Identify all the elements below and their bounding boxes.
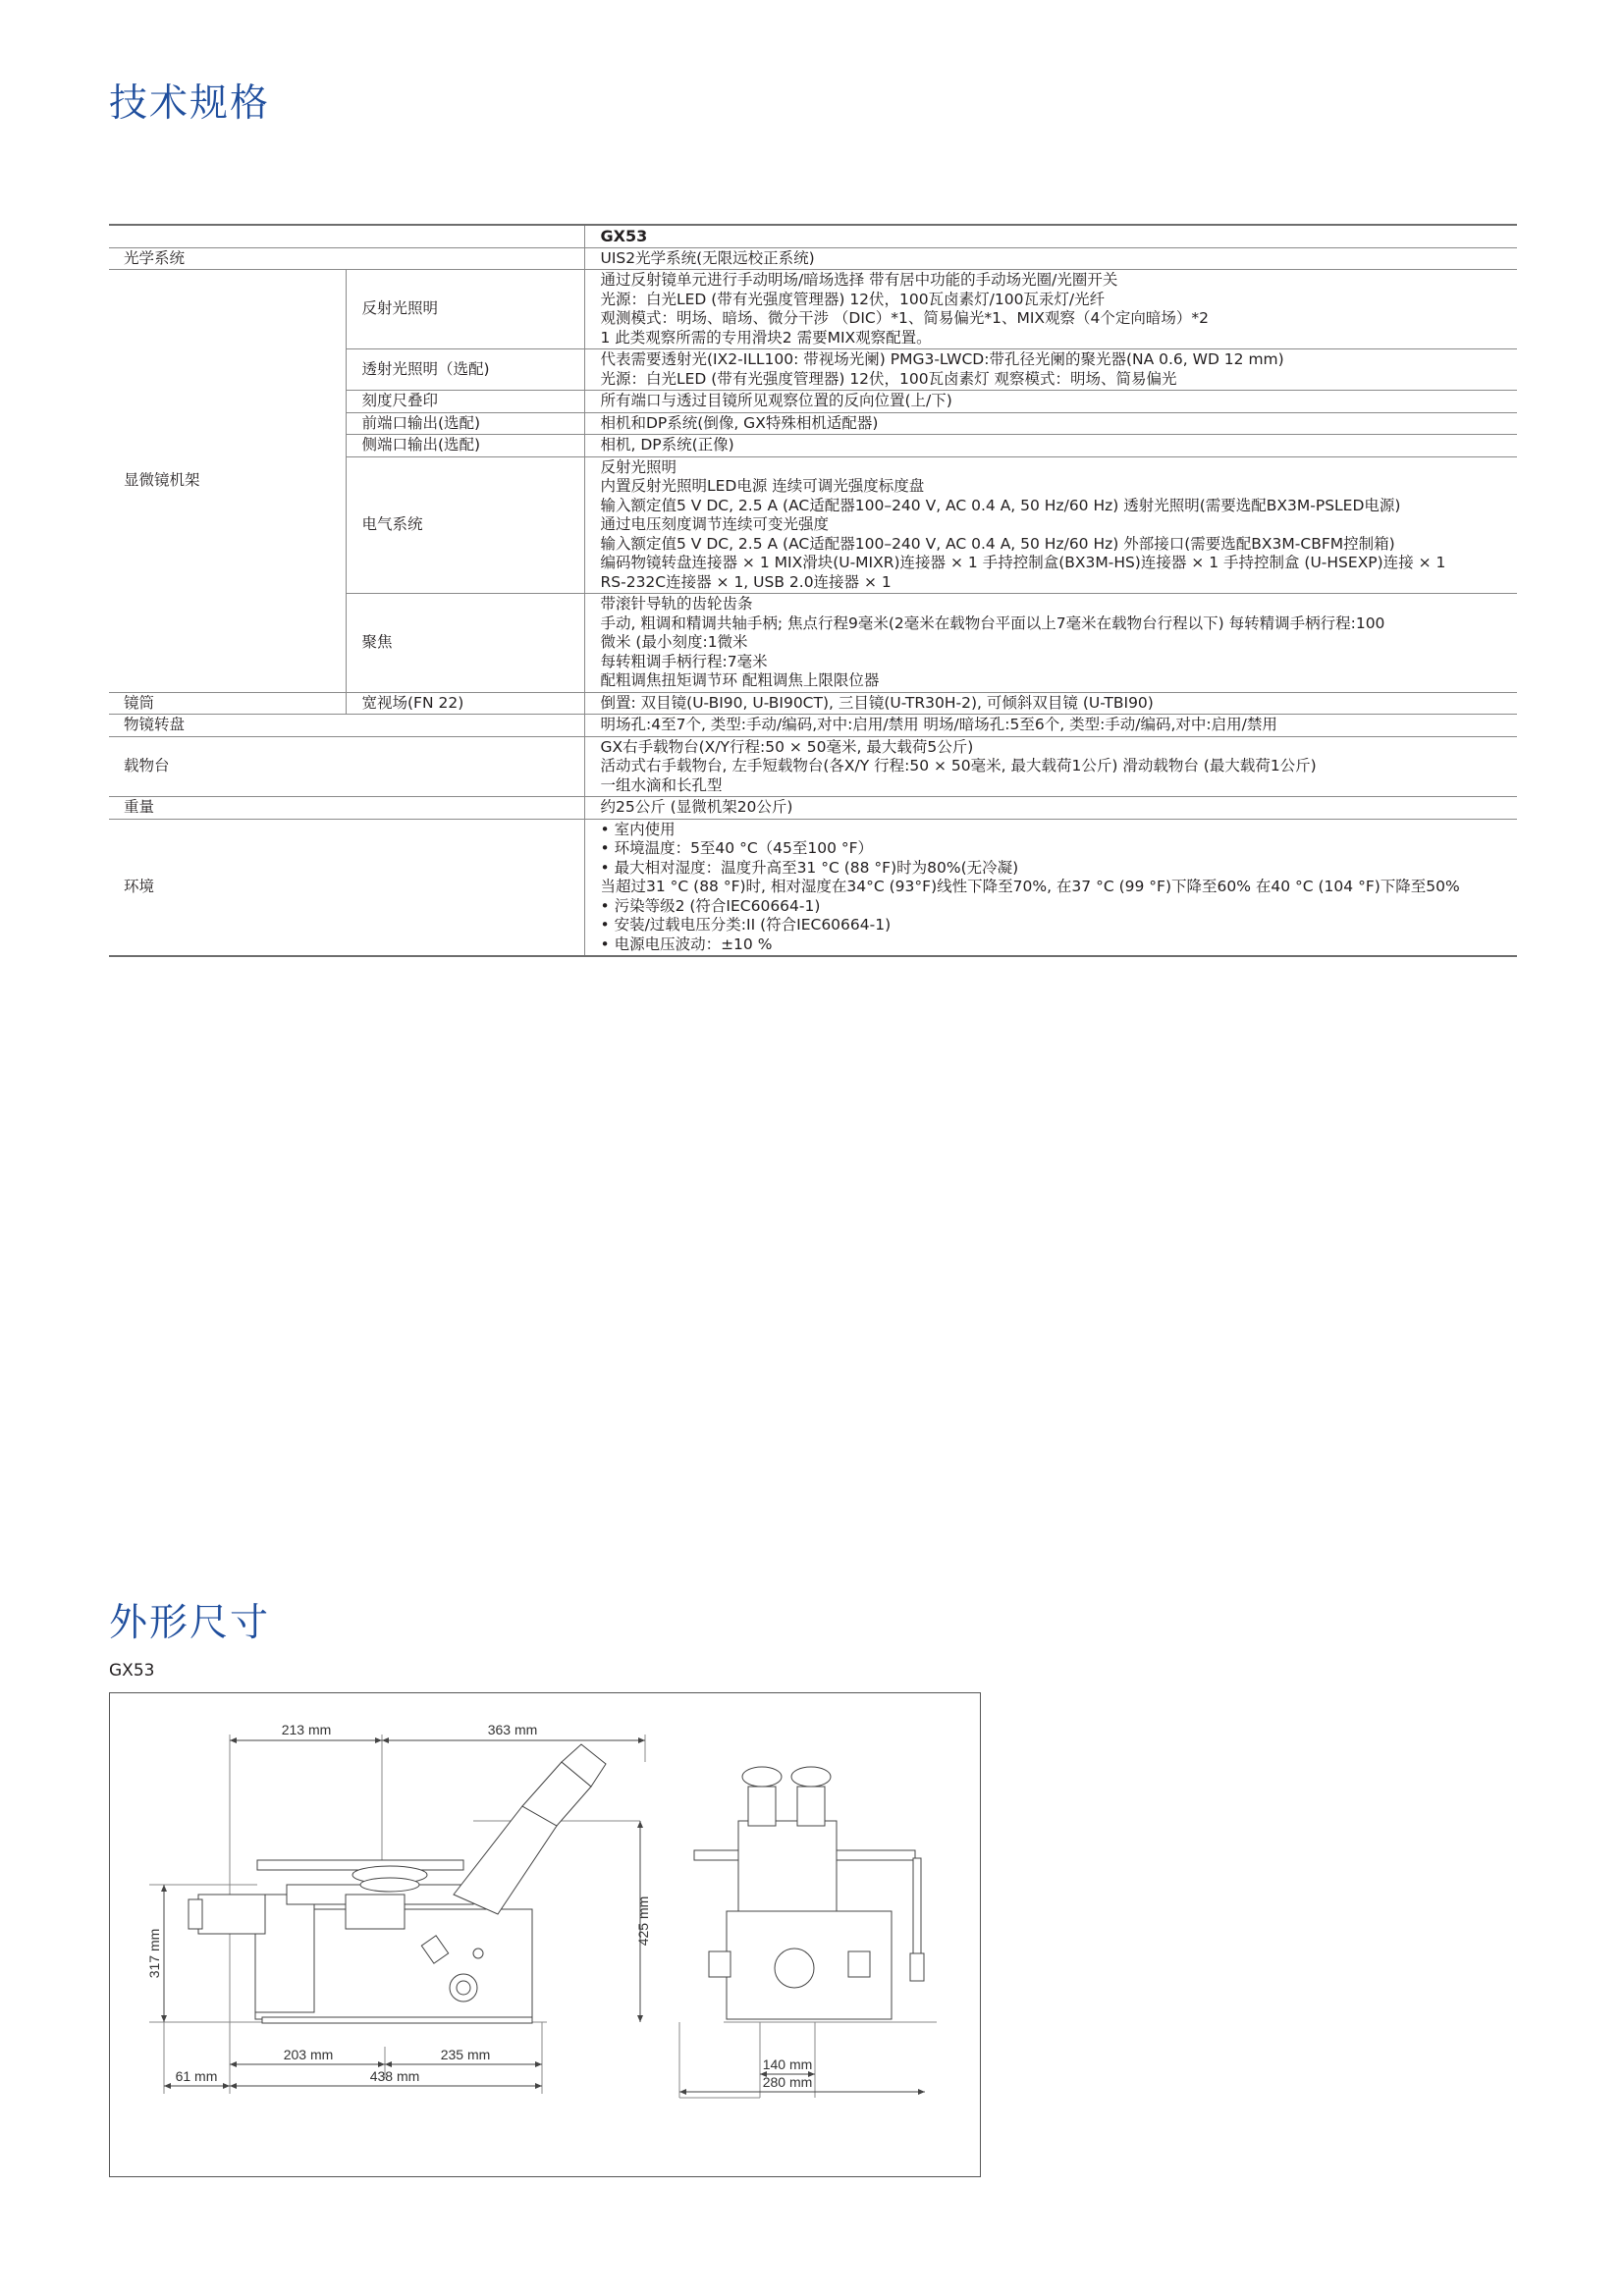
row-label: 载物台 [109, 736, 584, 797]
row-value: GX右手载物台(X/Y行程:50 × 50毫米, 最大载荷5公斤) 活动式右手载物台, 左手短载物台(各X/Y 行程:50 × 50毫米, 最大载荷1公斤) 滑动载物台 (最大载荷1公斤) 一组水滴和长孔型 [584, 736, 1517, 797]
table-row [109, 247, 1517, 270]
dim-label-bottom-c: 61 mm [175, 2068, 218, 2084]
table-row [109, 270, 1517, 349]
row-value: UIS2光学系统(无限远校正系统) [584, 247, 1517, 270]
row-sublabel: 侧端口输出(选配) [346, 435, 584, 457]
row-value: 约25公斤 (显微机架20公斤) [584, 797, 1517, 820]
table-row [109, 692, 1517, 715]
row-sublabel: 前端口输出(选配) [346, 412, 584, 435]
row-sublabel: 宽视场(FN 22) [346, 692, 584, 715]
dim-label-height-left: 317 mm [146, 1928, 162, 1979]
table-row [109, 736, 1517, 797]
dim-label-bottom-b: 235 mm [440, 2047, 491, 2062]
row-value: 所有端口与透过目镜所见观察位置的反向位置(上/下) [584, 391, 1517, 413]
table-row [109, 225, 1517, 247]
dim-label-front-total: 280 mm [762, 2074, 813, 2090]
spec-title: 技术规格 [109, 81, 271, 126]
row-value: 相机和DP系统(倒像, GX特殊相机适配器) [584, 412, 1517, 435]
row-value: 通过反射镜单元进行手动明场/暗场选择 带有居中功能的手动场光圈/光圈开关 光源：白光LED (带有光强度管理器) 12伏，100瓦卤素灯/100瓦汞灯/光纤 观测模式：明场、暗场、微分干涉 （DIC）*1、简易偏光*1、MIX观察（4个定向暗场）*2 1 此类观察所需的专用滑块2 需要MIX观察配置。 [584, 270, 1517, 349]
row-label: 光学系统 [109, 247, 584, 270]
table-row [109, 819, 1517, 956]
model-header: GX53 [584, 225, 1517, 247]
row-label: 环境 [109, 819, 584, 956]
side-view-microscope [149, 1735, 645, 2094]
row-sublabel: 电气系统 [346, 456, 584, 594]
row-value: 带滚针导轨的齿轮齿条 手动, 粗调和精调共轴手柄; 焦点行程9毫米(2毫米在载物台平面以上7毫米在载物台行程以下) 每转精调手柄行程:100 微米 (最小刻度:1微米 每转粗调手柄行程:7毫米 配粗调焦扭矩调节环 配粗调焦上限限位器 [584, 594, 1517, 693]
table-row [109, 715, 1517, 737]
dim-label-height-right: 425 mm [635, 1896, 651, 1947]
dimension-drawing [110, 1693, 982, 2178]
dimensions-model-label: GX53 [109, 1661, 155, 1681]
dim-label-bottom-total: 438 mm [369, 2068, 420, 2084]
dim-label-front-inner: 140 mm [762, 2056, 813, 2072]
row-sublabel: 聚焦 [346, 594, 584, 693]
row-value: • 室内使用 • 环境温度：5至40 °C（45至100 °F） • 最大相对湿度：温度升高至31 °C (88 °F)时为80%(无冷凝) 当超过31 °C (88 °F)时, 相对湿度在34°C (93°F)线性下降至70%, 在37 °C (99 °F)下降至60% 在40 °C (104 °F)下降至50% • 污染等级2 (符合IEC60664-1) • 安装/过载电压分类:II (符合IEC60664-1) • 电源电压波动：±10 % [584, 819, 1517, 956]
dimension-drawing-frame [109, 1692, 981, 2177]
dim-label-top-right: 363 mm [487, 1722, 538, 1737]
front-view-microscope [679, 1767, 937, 2098]
row-sublabel: 反射光照明 [346, 270, 584, 349]
row-value: 明场孔:4至7个, 类型:手动/编码,对中:启用/禁用 明场/暗场孔:5至6个, 类型:手动/编码,对中:启用/禁用 [584, 715, 1517, 737]
row-sublabel: 透射光照明（选配) [346, 349, 584, 391]
row-value: 代表需要透射光(IX2-ILL100: 带视场光阑) PMG3-LWCD:带孔径光阑的聚光器(NA 0.6, WD 12 mm) 光源：白光LED (带有光强度管理器) 12伏，100瓦卤素灯 观察模式：明场、简易偏光 [584, 349, 1517, 391]
row-value: 反射光照明 内置反射光照明LED电源 连续可调光强度标度盘 输入额定值5 V DC, 2.5 A (AC适配器100–240 V, AC 0.4 A, 50 Hz/60 Hz) 透射光照明(需要选配BX3M-PSLED电源) 通过电压刻度调节连续可变光强度 输入额定值5 V DC, 2.5 A (AC适配器100–240 V, AC 0.4 A, 50 Hz/60 Hz) 外部接口(需要选配BX3M-CBFM控制箱) 编码物镜转盘连接器 × 1 MIX滑块(U-MIXR)连接器 × 1 手持控制盒(BX3M-HS)连接器 × 1 手持控制盒 (U-HSEXP)连接 × 1 RS-232C连接器 × 1, USB 2.0连接器 × 1 [584, 456, 1517, 594]
dim-label-top-left: 213 mm [281, 1722, 332, 1737]
frame-label: 显微镜机架 [109, 270, 346, 693]
spec-table [109, 224, 1517, 957]
dim-label-bottom-a: 203 mm [283, 2047, 334, 2062]
dimensions-title: 外形尺寸 [109, 1601, 271, 1645]
row-label: 镜筒 [109, 692, 346, 715]
row-label: 重量 [109, 797, 584, 820]
row-sublabel: 刻度尺叠印 [346, 391, 584, 413]
row-value: 相机, DP系统(正像) [584, 435, 1517, 457]
table-row [109, 797, 1517, 820]
row-label: 物镜转盘 [109, 715, 584, 737]
row-value: 倒置: 双目镜(U-BI90, U-BI90CT), 三目镜(U-TR30H-2), 可倾斜双目镜 (U-TBI90) [584, 692, 1517, 715]
